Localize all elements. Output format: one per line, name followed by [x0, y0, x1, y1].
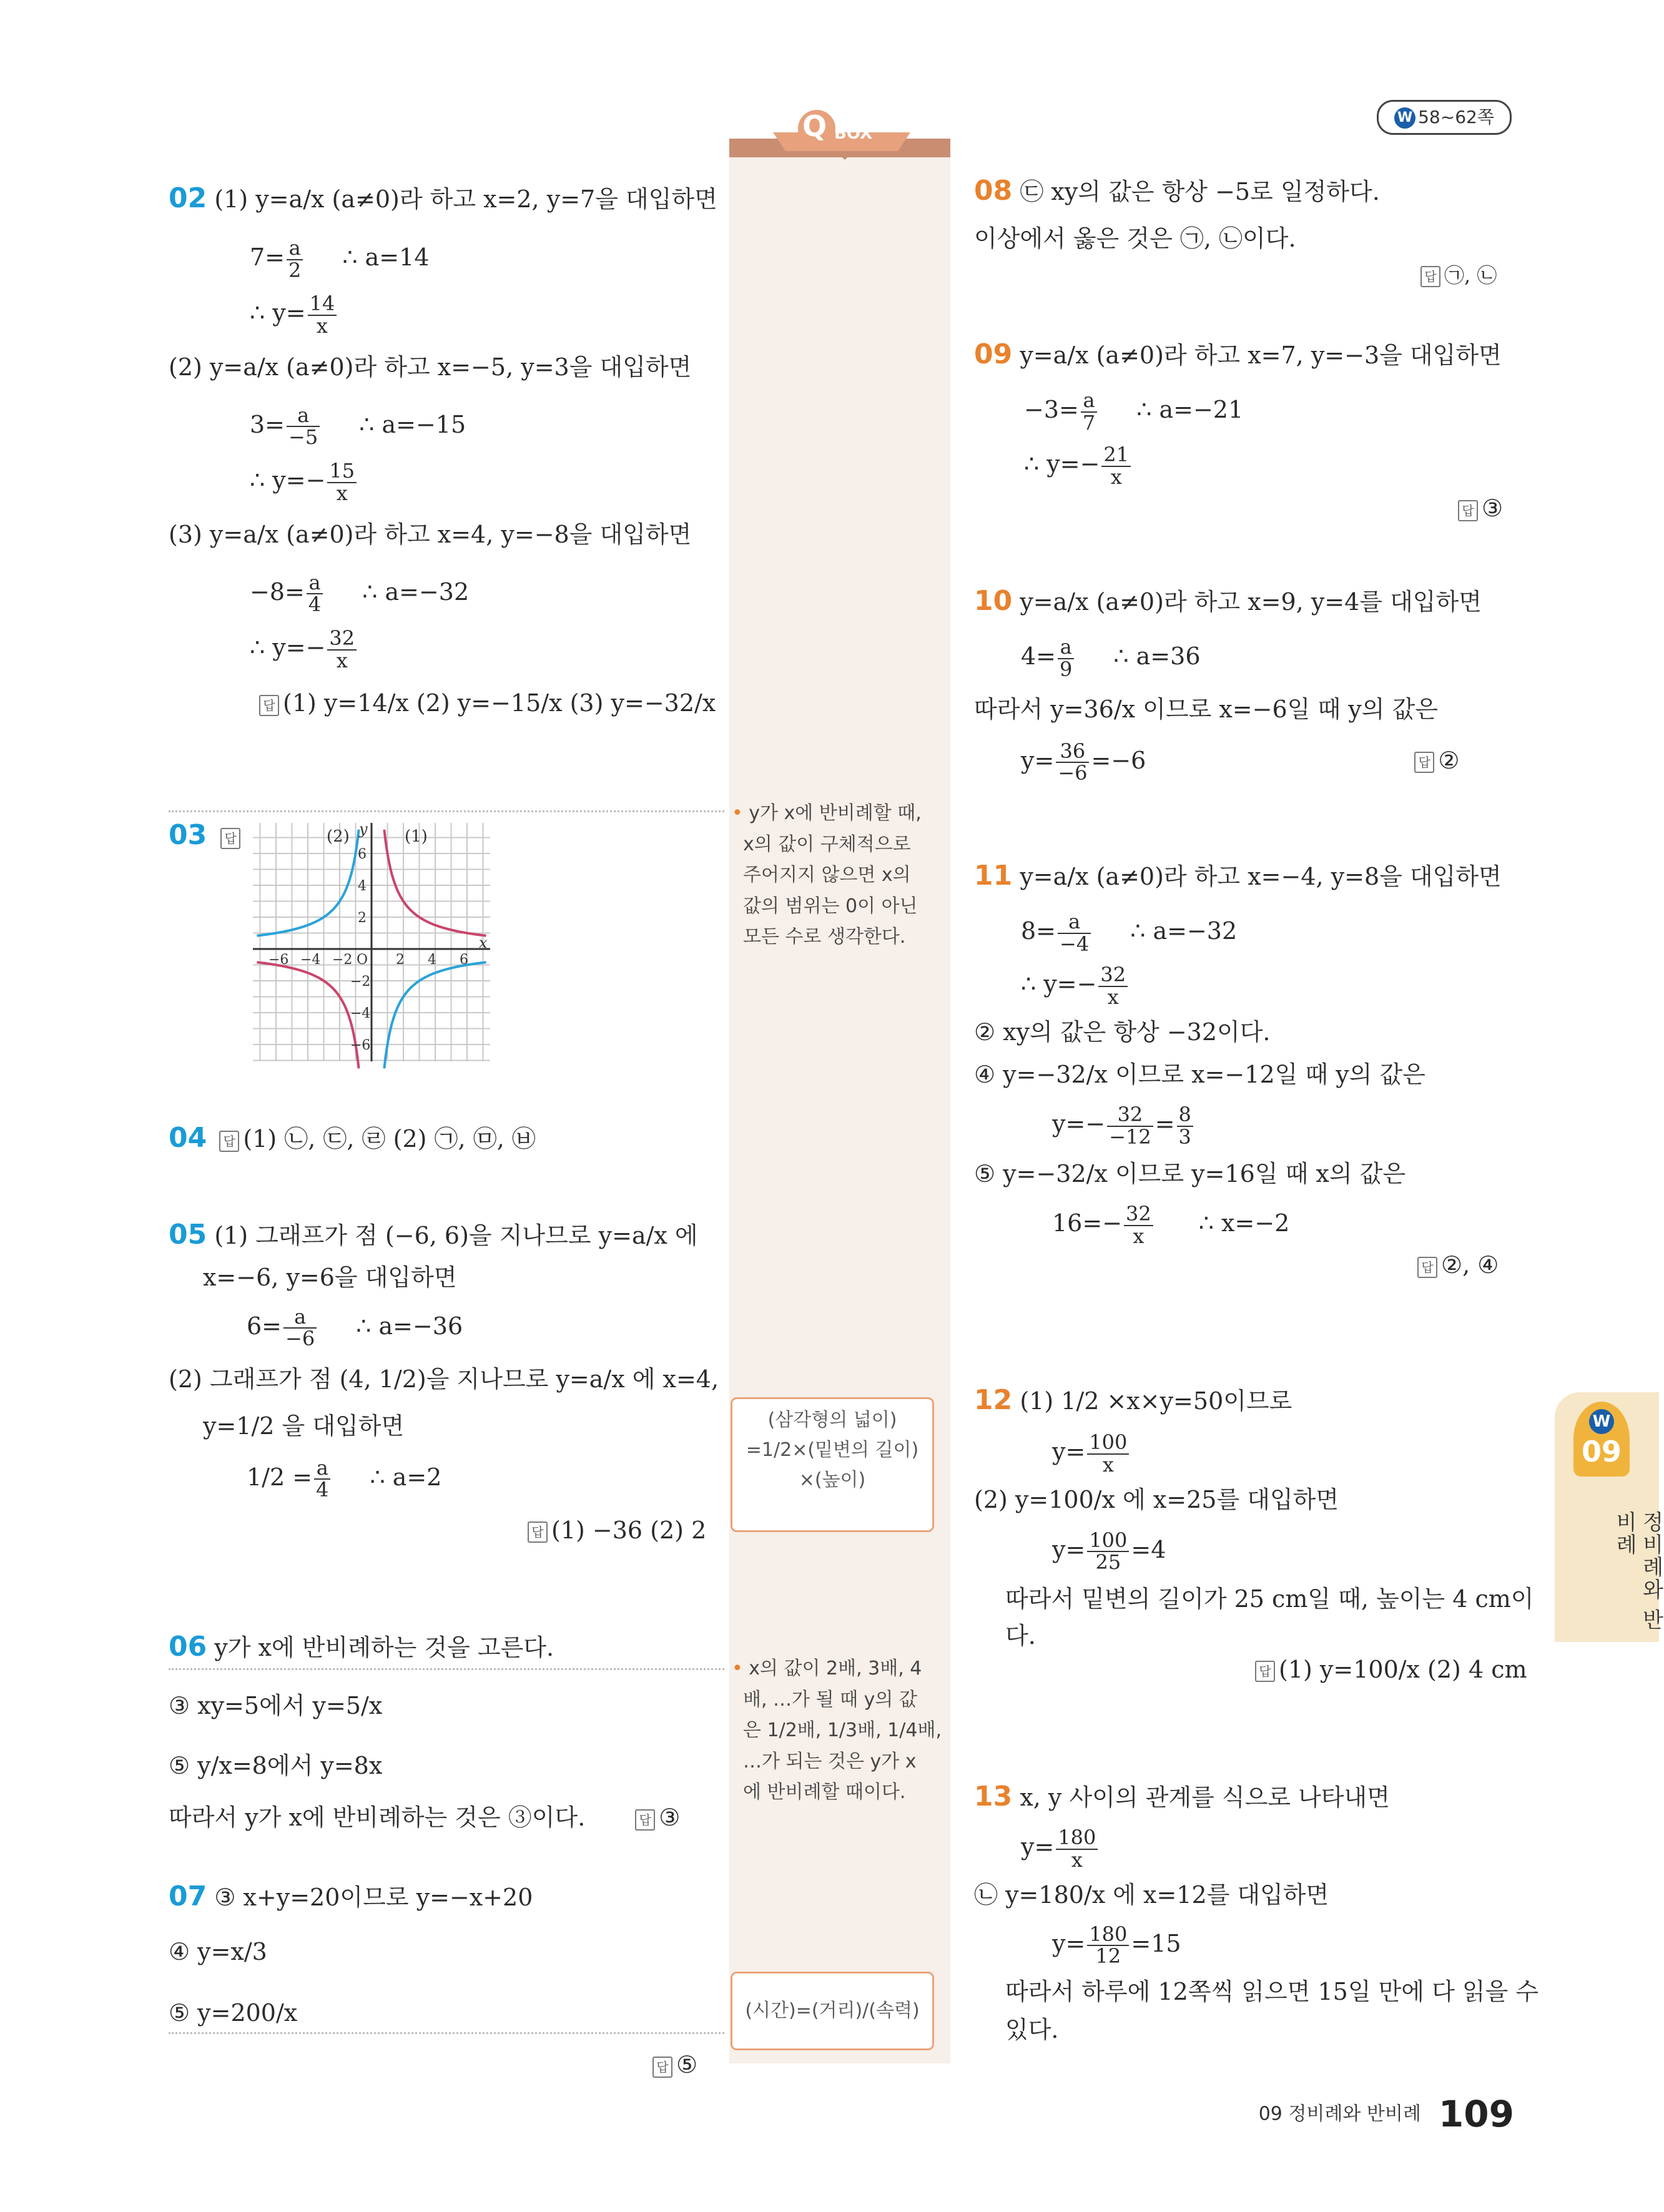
- problem-03: [169, 818, 244, 852]
- problem-line: y=a/x (a≠0)라 하고 x=−4, y=8을 대입하면: [1020, 863, 1502, 890]
- y-tick-label: 6: [358, 847, 367, 862]
- fraction: $\frac{a}{2}$: [287, 238, 303, 281]
- qbox-note-time-formula: (시간)=(거리)/(속력): [731, 1972, 934, 2050]
- eq-left: y=: [1052, 1438, 1086, 1466]
- eq-left: y=: [1052, 1929, 1086, 1957]
- answer-icon: 답: [1420, 266, 1440, 287]
- answer-icon: 답: [1417, 1257, 1437, 1278]
- eq-result: =15: [1131, 1929, 1181, 1957]
- eq-result: =−6: [1091, 746, 1146, 774]
- answer-icon: 답: [220, 828, 240, 849]
- fraction: $\frac{a}{9}$: [1058, 637, 1074, 680]
- problem-06: [169, 1630, 680, 1833]
- problem-line: ③ x+y=20이므로 y=−x+20: [214, 1884, 533, 1911]
- qbox-header: [729, 107, 950, 160]
- problem-line: ② xy의 값은 항상 −32이다.: [974, 1018, 1271, 1046]
- problem-line: y=a/x (a≠0)라 하고 x=9, y=4를 대입하면: [1020, 588, 1482, 616]
- fraction: $\frac{a}{4}$: [307, 573, 323, 616]
- problem-number: 08: [974, 175, 1013, 207]
- problem-line: 따라서 밑변의 길이가 25 cm일 때, 높이는 4 cm이: [1005, 1585, 1534, 1613]
- answer-icon: 답: [259, 695, 279, 716]
- eq-left: ∴ y=−: [1024, 450, 1100, 478]
- divider: [169, 810, 724, 812]
- problem-number: 10: [974, 585, 1013, 617]
- problem-number: 03: [169, 819, 207, 851]
- fraction: $\frac{32}{x}$: [1098, 965, 1128, 1008]
- eq-left: ∴ y=−: [250, 634, 326, 662]
- eq-left: y=: [1021, 746, 1055, 774]
- problem-07: [169, 1879, 697, 2080]
- qbox-note-triangle-area: (삼각형의 넓이) =1/2×(밑변의 길이) ×(높이): [731, 1397, 934, 1532]
- answer-icon: 답: [528, 1521, 548, 1543]
- eq-left: 3=: [250, 410, 285, 438]
- page-reference-badge: [1377, 100, 1512, 135]
- answer-icon: 답: [219, 1131, 239, 1152]
- qbox-note-inverse-ratio: • x의 값이 2배, 3배, 4 배, …가 될 때 y의 값 은 1/2배, 1/3배, 1/4배, …가 되는 것은 y가 x 에 반비례할 때이다.: [732, 1658, 942, 1803]
- eq-result: ∴ a=−36: [356, 1312, 463, 1340]
- answer-text: ②: [1438, 746, 1460, 774]
- eq-left: 16=−: [1052, 1209, 1123, 1237]
- curve-2-label: (2): [327, 827, 350, 846]
- fraction: $\frac{a}{7}$: [1081, 390, 1097, 433]
- problem-number: 09: [974, 338, 1013, 370]
- answer-text: (1) −36 (2) 2: [551, 1516, 707, 1544]
- chapter-side-tab: [1555, 1392, 1663, 1642]
- x-tick-label: −4: [300, 952, 321, 968]
- eq-result: ∴ a=−32: [1130, 917, 1238, 945]
- problem-line: ⑤ y=−32/x 이므로 y=16일 때 x의 값은: [974, 1159, 1406, 1187]
- x-tick-label: 2: [396, 952, 405, 968]
- problem-line: x=−6, y=6을 대입하면: [203, 1264, 457, 1291]
- chapter-title-vertical: 정비례와 반비례: [1612, 1511, 1663, 1631]
- eq-left: −8=: [250, 578, 305, 606]
- problem-line: 따라서 y가 x에 반비례하는 것은 ③이다.: [169, 1804, 586, 1831]
- problem-08: [974, 174, 1497, 288]
- eq-left: ∴ y=−: [250, 466, 326, 494]
- divider: [169, 1668, 724, 1670]
- eq-left: −3=: [1024, 396, 1079, 424]
- problem-11: [974, 858, 1502, 1281]
- fraction: $\frac{32}{-12}$: [1107, 1104, 1153, 1148]
- eq-left: ∴ y=−: [1021, 970, 1097, 998]
- y-tick-label: −4: [350, 1006, 371, 1021]
- eq-result: ∴ a=−15: [359, 410, 466, 438]
- problem-line: y가 x에 반비례하는 것을 고른다.: [214, 1634, 554, 1661]
- fraction: $\frac{21}{x}$: [1101, 445, 1131, 488]
- answer-icon: 답: [1414, 752, 1434, 773]
- problem-line: 있다.: [1005, 2016, 1059, 2044]
- problem-line: ④ y=−32/x 이므로 x=−12일 때 y의 값은: [974, 1060, 1425, 1088]
- fraction: $\frac{36}{-6}$: [1056, 741, 1089, 784]
- fraction: $\frac{100}{25}$: [1087, 1530, 1129, 1573]
- fraction: $\frac{180}{x}$: [1056, 1827, 1098, 1870]
- chapter-badge: [1573, 1402, 1630, 1477]
- problem-line: ㉡ y=180/x 에 x=12를 대입하면: [974, 1881, 1329, 1909]
- problem-04: [169, 1121, 536, 1155]
- divider: [169, 2032, 724, 2034]
- page-number: 109: [1438, 2093, 1514, 2135]
- answer-text: ③: [659, 1804, 681, 1831]
- fraction: $\frac{a}{-6}$: [283, 1307, 317, 1350]
- problem-line: 따라서 하루에 12쪽씩 읽으면 15일 만에 다 읽을 수: [1005, 1977, 1539, 2005]
- problem-line: ⑤ y/x=8에서 y=8x: [169, 1751, 383, 1779]
- y-axis-label: y: [359, 820, 368, 838]
- answer-text: ⑤: [676, 2051, 698, 2078]
- x-tick-label: 6: [460, 952, 468, 968]
- fraction: $\frac{a}{4}$: [314, 1458, 330, 1501]
- fraction: $\frac{100}{x}$: [1087, 1432, 1129, 1475]
- problem-line: ㉢ xy의 값은 항상 −5로 일정하다.: [1020, 178, 1380, 205]
- answer-icon: 답: [635, 1809, 655, 1831]
- hyperbola-graph: [253, 820, 490, 1061]
- fraction: $\frac{a}{-4}$: [1058, 912, 1091, 955]
- fraction: $\frac{a}{-5}$: [287, 405, 320, 448]
- fraction: $\frac{8}{3}$: [1177, 1104, 1193, 1148]
- eq-left: 1/2 =: [247, 1463, 313, 1491]
- footer-chapter: 09 정비례와 반비례: [1258, 2103, 1421, 2125]
- eq-left: ∴ y=: [250, 299, 306, 327]
- eq-result: ∴ a=−21: [1136, 396, 1244, 424]
- problem-number: 06: [169, 1631, 207, 1663]
- qbox-note-inverse-domain: • y가 x에 반비례할 때, x의 값이 구체적으로 주어지지 않으면 x의 값의 범위는 0이 아닌 모든 수로 생각한다.: [732, 802, 922, 948]
- x-tick-label: −2: [332, 952, 353, 968]
- answer-text: ㉠, ㉡: [1444, 263, 1497, 287]
- x-tick-label: 4: [428, 952, 436, 968]
- eq-result: ∴ a=2: [370, 1463, 442, 1491]
- problem-line: 따라서 y=36/x 이므로 x=−6일 때 y의 값은: [974, 696, 1438, 724]
- eq-left: 7=: [250, 243, 285, 272]
- eq-left: y=−: [1052, 1110, 1106, 1138]
- problem-number: 13: [974, 1781, 1013, 1812]
- problem-line: (2) 그래프가 점 (4, 1/2)을 지나므로 y=a/x 에 x=4,: [169, 1365, 719, 1393]
- chapter-number: 09: [1581, 1435, 1622, 1468]
- eq-result: ∴ a=14: [342, 243, 430, 272]
- problem-number: 12: [974, 1384, 1013, 1416]
- eq-sign: =: [1154, 1110, 1175, 1138]
- x-axis-label: x: [479, 934, 488, 951]
- eq-result: ∴ a=36: [1113, 642, 1201, 671]
- answer-icon: 답: [652, 2057, 672, 2078]
- problem-line: 다.: [1005, 1622, 1036, 1650]
- eq-left: 8=: [1021, 917, 1056, 945]
- problem-line: (3) y=a/x (a≠0)라 하고 x=4, y=−8을 대입하면: [169, 521, 692, 549]
- answer-icon: 답: [1255, 1661, 1275, 1682]
- y-tick-label: 4: [358, 878, 367, 894]
- problem-number: 07: [169, 1880, 207, 1912]
- answer-text: (1) y=14/x (2) y=−15/x (3) y=−32/x: [283, 689, 716, 717]
- problem-line: (1) 1/2 ×x×y=50이므로: [1020, 1387, 1292, 1415]
- x-tick-label: −6: [268, 952, 289, 968]
- problem-number: 02: [169, 182, 207, 214]
- problem-line: 이상에서 옳은 것은 ㉠, ㉡이다.: [974, 225, 1296, 252]
- answer-text: (1) ㉡, ㉢, ㉣ (2) ㉠, ㉤, ㉥: [243, 1125, 536, 1153]
- problem-line: ⑤ y=200/x: [169, 1998, 298, 2027]
- fraction: $\frac{180}{12}$: [1087, 1924, 1129, 1967]
- page-footer: [1259, 2092, 1514, 2137]
- answer-text: ②, ④: [1441, 1251, 1499, 1279]
- eq-left: 6=: [247, 1312, 282, 1340]
- problem-number: 05: [169, 1219, 207, 1251]
- eq-result: =4: [1131, 1535, 1166, 1563]
- problem-05: [169, 1217, 719, 1545]
- problem-line: ③ xy=5에서 y=5/x: [169, 1692, 383, 1719]
- fraction: $\frac{14}{x}$: [308, 293, 337, 337]
- problem-line: x, y 사이의 관계를 식으로 나타내면: [1020, 1784, 1390, 1811]
- eq-left: y=: [1021, 1833, 1055, 1861]
- page-reference-text: 58~62쪽: [1418, 107, 1494, 127]
- fraction: $\frac{32}{x}$: [327, 628, 357, 671]
- x-tick-label: O: [357, 952, 368, 968]
- fraction: $\frac{15}{x}$: [327, 461, 357, 504]
- problem-line: ④ y=x/3: [169, 1938, 267, 1965]
- w-logo-icon: W: [1589, 1409, 1614, 1434]
- problem-12: [974, 1383, 1534, 1684]
- answer-icon: 답: [1458, 500, 1478, 521]
- problem-02: [169, 181, 717, 719]
- problem-09: [974, 337, 1503, 524]
- fraction: $\frac{32}{x}$: [1124, 1204, 1153, 1247]
- problem-line: y=1/2 을 대입하면: [203, 1412, 405, 1440]
- problem-line: (1) y=a/x (a≠0)라 하고 x=2, y=7을 대입하면: [214, 185, 717, 213]
- qbox-title: Q: [802, 109, 827, 143]
- problem-line: y=a/x (a≠0)라 하고 x=7, y=−3을 대입하면: [1020, 342, 1502, 369]
- problem-line: (1) 그래프가 점 (−6, 6)을 지나므로 y=a/x 에: [214, 1222, 698, 1249]
- answer-text: ③: [1482, 494, 1504, 523]
- eq-left: y=: [1052, 1535, 1086, 1563]
- problem-10: [974, 584, 1482, 784]
- problem-number: 11: [974, 860, 1013, 892]
- problem-line: (2) y=a/x (a≠0)라 하고 x=−5, y=3을 대입하면: [169, 353, 692, 381]
- eq-result: ∴ x=−2: [1198, 1209, 1290, 1237]
- problem-number: 04: [169, 1122, 207, 1154]
- w-logo-icon: W: [1394, 107, 1415, 129]
- problem-line: (2) y=100/x 에 x=25를 대입하면: [974, 1486, 1339, 1514]
- y-tick-label: −2: [350, 974, 371, 990]
- y-tick-label: −6: [350, 1038, 371, 1053]
- eq-result: ∴ a=−32: [362, 578, 470, 606]
- curve-1-label: (1): [405, 827, 428, 846]
- answer-text: (1) y=100/x (2) 4 cm: [1279, 1655, 1527, 1683]
- problem-13: [974, 1779, 1538, 2045]
- y-tick-label: 2: [358, 910, 367, 926]
- eq-left: 4=: [1021, 642, 1056, 671]
- qbox-subtitle: BOX: [834, 124, 873, 143]
